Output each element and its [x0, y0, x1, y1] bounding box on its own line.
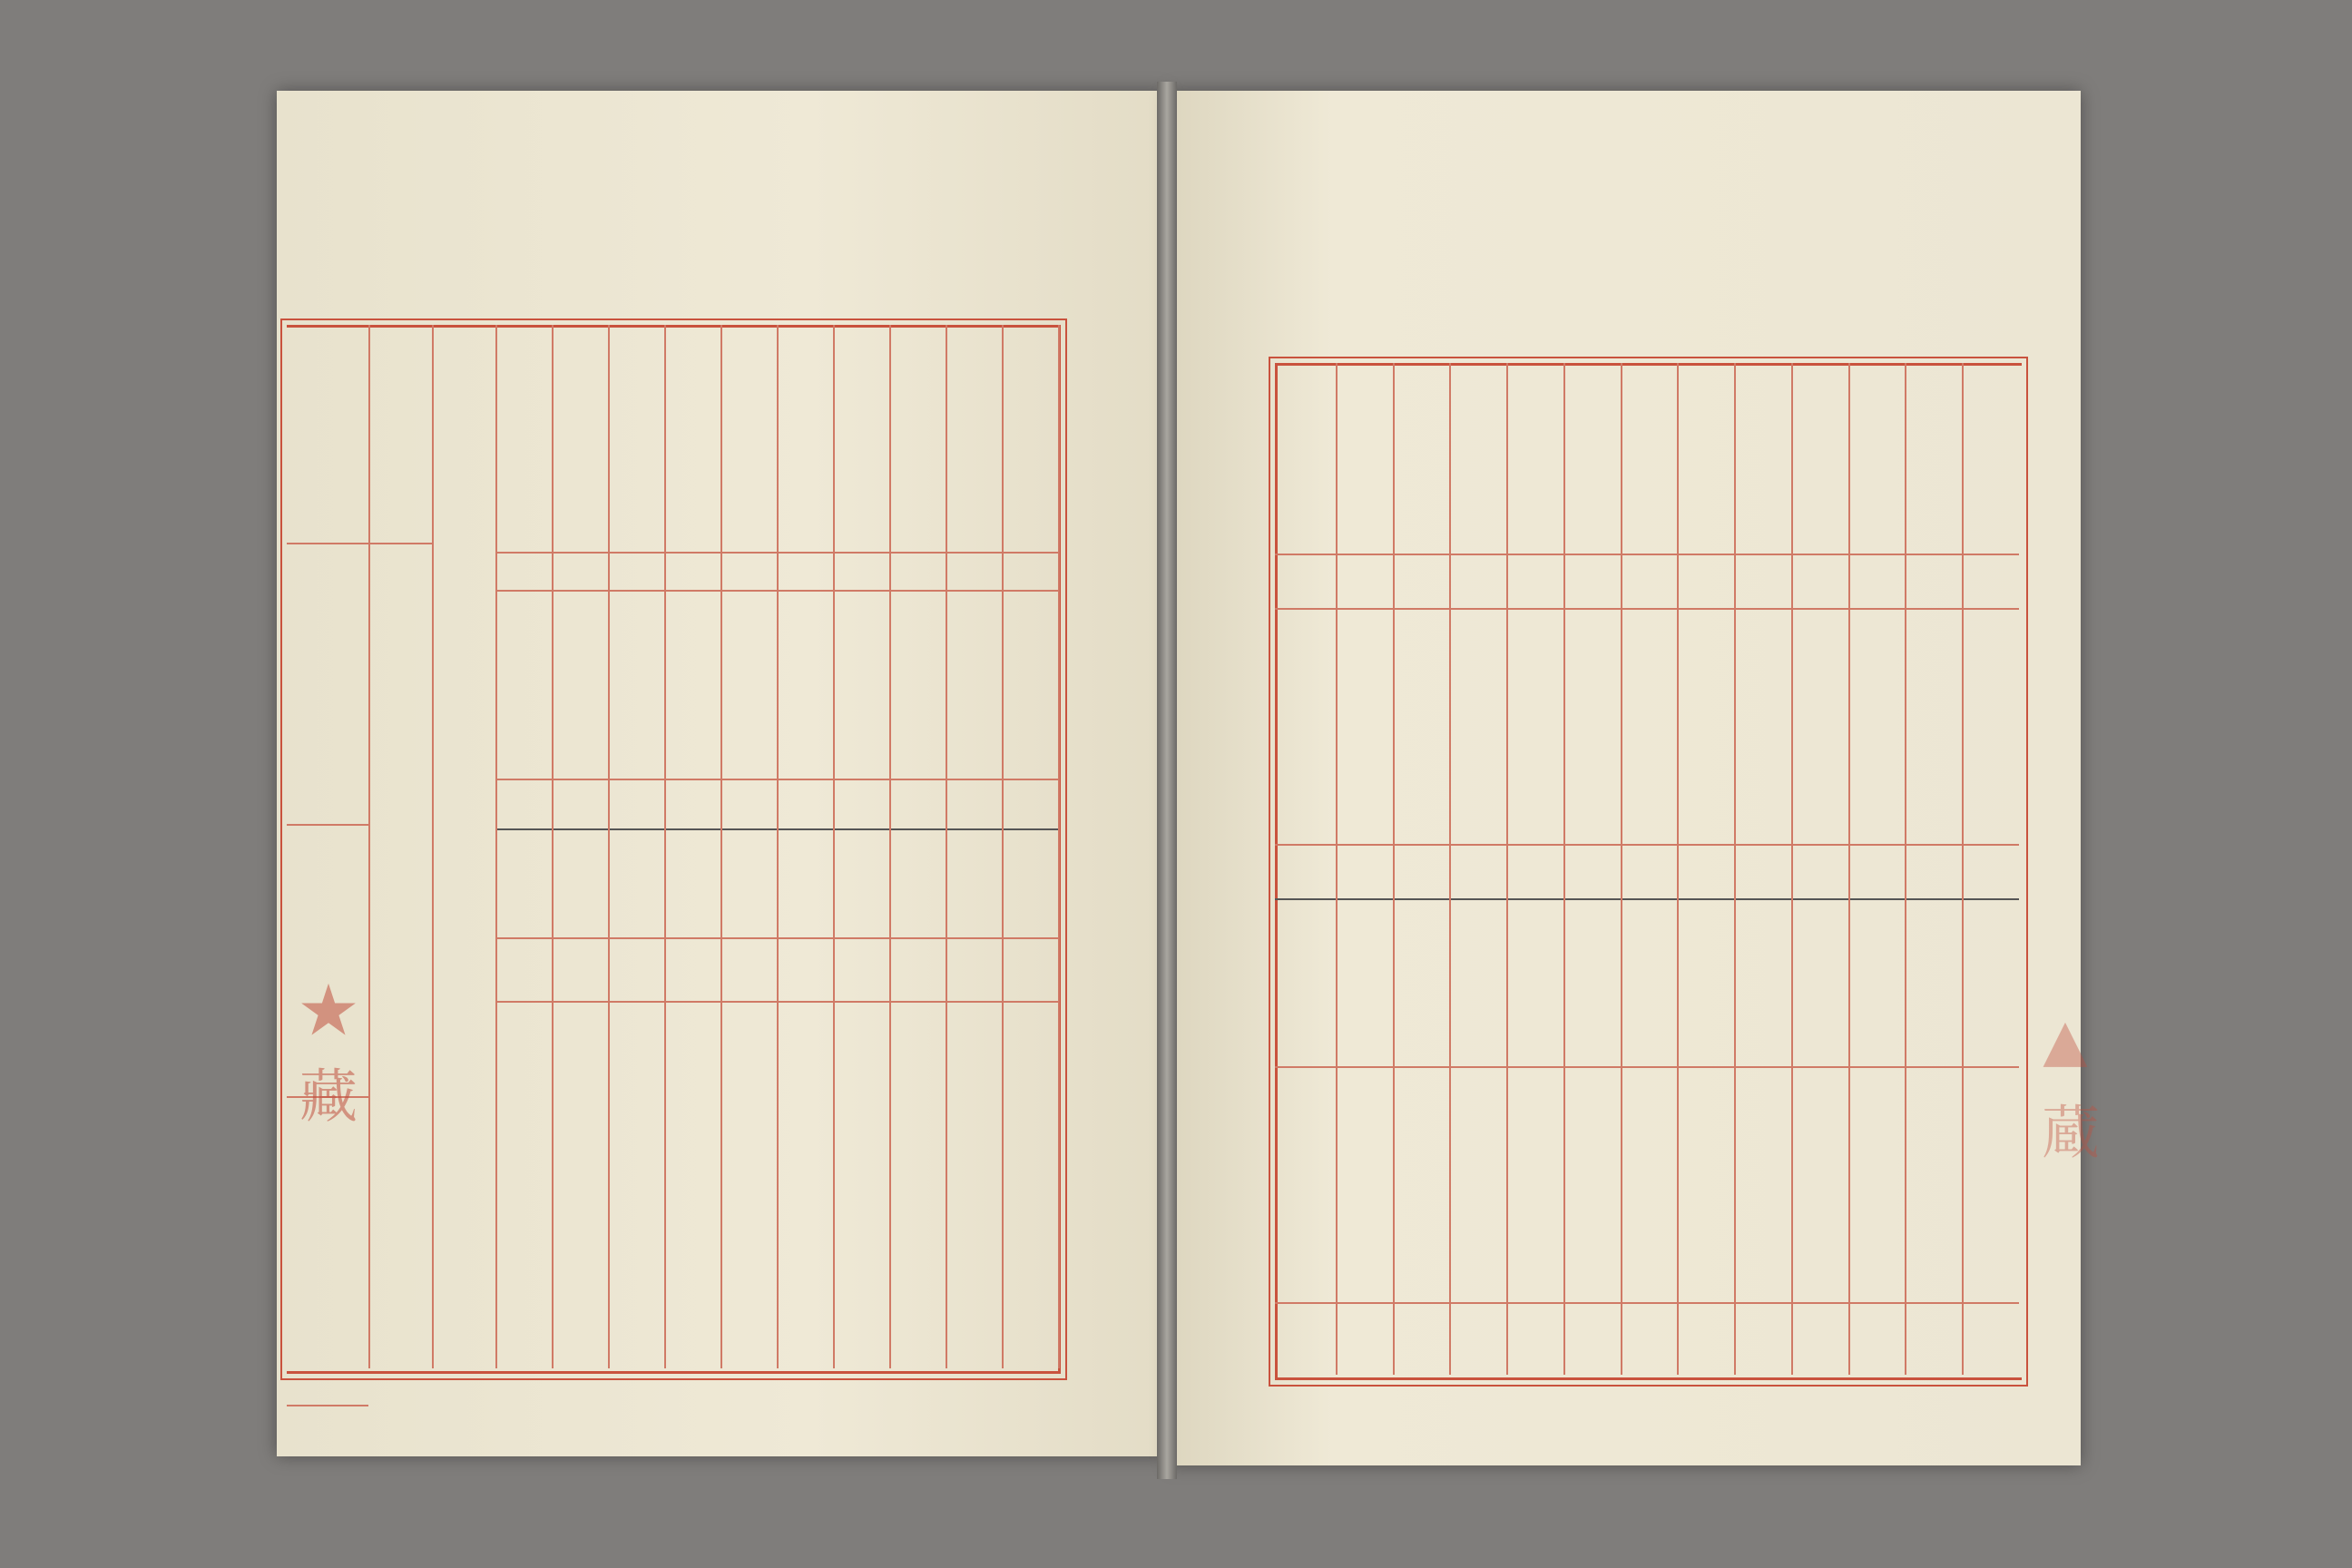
right-row-rule [1275, 1302, 2019, 1304]
left-col-rule [1058, 325, 1060, 1368]
library-seal-right: ▲蔵 [2032, 1007, 2099, 1187]
left-title-rule [432, 325, 434, 1368]
right-col-rule [1677, 363, 1679, 1375]
left-col-rule [777, 325, 779, 1368]
left-label-row-rule [287, 1405, 368, 1406]
right-col-rule [1393, 363, 1395, 1375]
left-col-rule [1002, 325, 1004, 1368]
right-col-rule [1621, 363, 1622, 1375]
left-col-rule [720, 325, 722, 1368]
right-col-rule [1848, 363, 1850, 1375]
book-gutter [1157, 82, 1177, 1479]
right-row-rule [1275, 898, 2019, 900]
left-table [287, 325, 1061, 1371]
right-col-rule [1336, 363, 1338, 1375]
right-row-rule [1275, 608, 2019, 610]
left-col-rule [552, 325, 554, 1368]
left-col-rule [664, 325, 666, 1368]
right-col-rule [1791, 363, 1793, 1375]
right-row-rule [1275, 844, 2019, 846]
left-col-rule [608, 325, 610, 1368]
right-row-rule [1275, 554, 2019, 555]
right-col-rule [1506, 363, 1508, 1375]
right-col-rule [1563, 363, 1565, 1375]
left-label-head-rule [287, 543, 432, 544]
left-col-rule [946, 325, 947, 1368]
right-col-rule [1905, 363, 1906, 1375]
right-col-rule [1449, 363, 1451, 1375]
left-col-rule [495, 325, 497, 1368]
right-col-rule [1734, 363, 1736, 1375]
left-col-rule [889, 325, 891, 1368]
right-col-rule [1962, 363, 1964, 1375]
left-col-rule [833, 325, 835, 1368]
right-row-rule [1275, 1066, 2019, 1068]
library-seal-left: ★藏 [289, 980, 357, 1151]
left-label-rule [368, 325, 370, 1368]
right-table [1275, 363, 2019, 1377]
left-label-row-rule [287, 824, 368, 826]
